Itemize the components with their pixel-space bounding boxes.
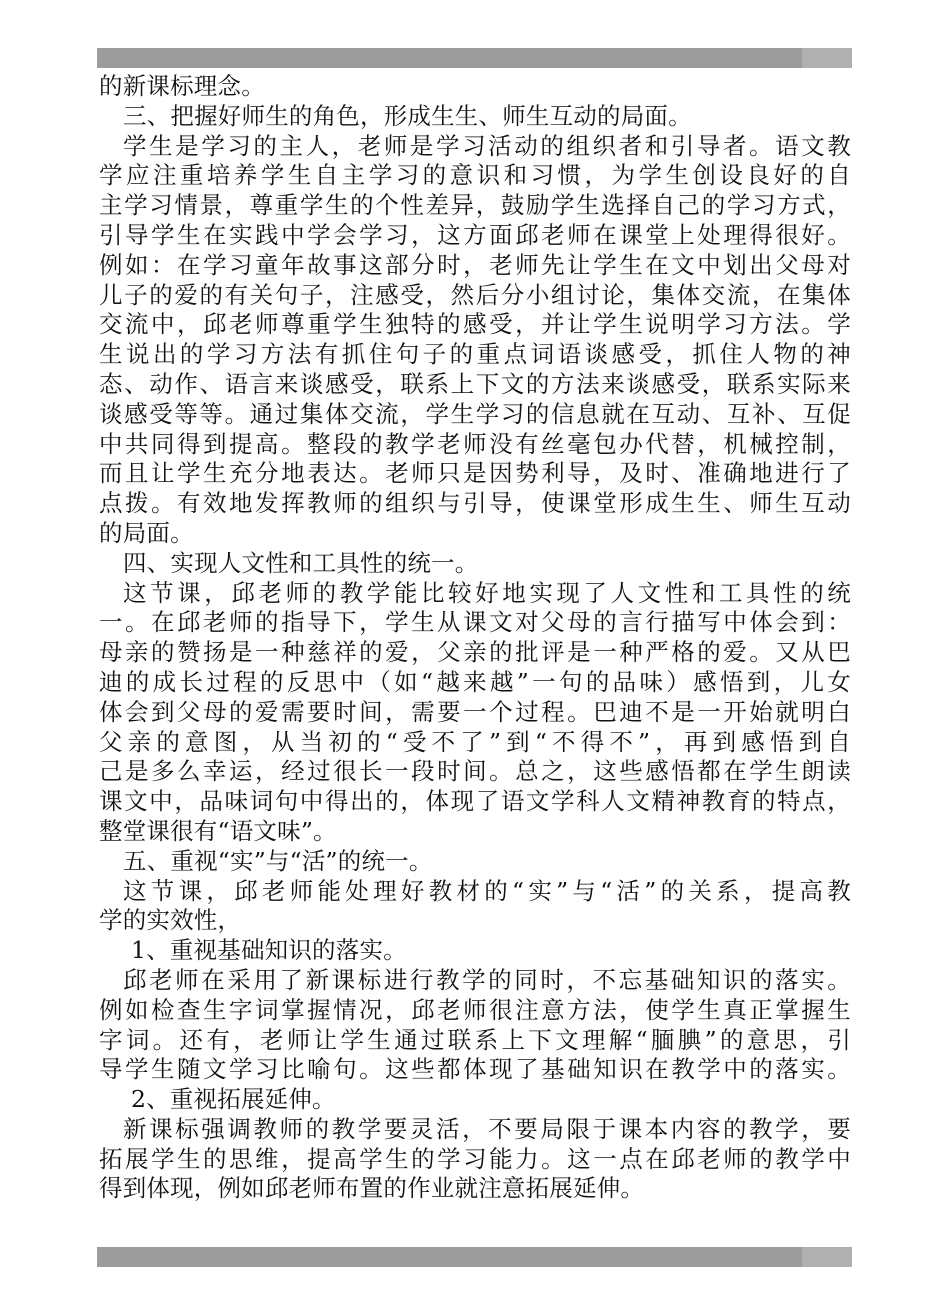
text-line: 迪的成长过程的反思中（如“越来越”一句的品味）感悟到，儿女: [99, 667, 851, 696]
text-line: 父亲的意图，从当初的“受不了”到“不得不”，再到感悟到自: [99, 727, 851, 756]
text-line: 点拨。有效地发挥教师的组织与引导，使课堂形成生生、师生互动: [99, 489, 851, 518]
text-line: 例如检查生字词掌握情况，邱老师很注意方法，使学生真正掌握生: [99, 995, 851, 1024]
text-line: 五、重视“实”与“活”的统一。: [123, 846, 433, 875]
text-line: 引导学生在实践中学会学习，这方面邱老师在课堂上处理得很好。: [99, 220, 851, 249]
text-line: 例如：在学习童年故事这部分时，老师先让学生在文中划出父母对: [99, 250, 851, 279]
header-bar: [97, 48, 852, 68]
text-line: 三、把握好师生的角色，形成生生、师生互动的局面。: [123, 101, 692, 130]
text-line: 生说出的学习方法有抓住句子的重点词语谈感受，抓住人物的神: [99, 340, 851, 369]
text-line: 字词。还有，老师让学生通过联系上下文理解“腼腆”的意思，引: [99, 1025, 851, 1054]
text-line: 儿子的爱的有关句子，注感受，然后分小组讨论，集体交流，在集体: [99, 280, 851, 309]
text-line: 四、实现人文性和工具性的统一。: [123, 548, 479, 577]
text-line: 的局面。: [99, 518, 194, 547]
text-line: 学的实效性，: [99, 906, 242, 935]
text-line: 导学生随文学习比喻句。这些都体现了基础知识在教学中的落实。: [99, 1055, 851, 1084]
text-line: 拓展学生的思维，提高学生的学习能力。这一点在邱老师的教学中: [99, 1144, 851, 1173]
text-line: 1、重视基础知识的落实。: [131, 936, 407, 965]
text-line: 这节课，邱老师的教学能比较好地实现了人文性和工具性的统: [123, 578, 851, 607]
text-line: 邱老师在采用了新课标进行教学的同时，不忘基础知识的落实。: [123, 965, 851, 994]
document-body: [99, 72, 851, 1204]
text-line: 中共同得到提高。整段的教学老师没有丝毫包办代替，机械控制，: [99, 429, 851, 458]
text-line: 得到体现，例如邱老师布置的作业就注意拓展延伸。: [99, 1174, 645, 1203]
text-line: 学应注重培养学生自主学习的意识和习惯，为学生创设良好的自: [99, 161, 851, 190]
text-line: 新课标强调教师的教学要灵活，不要局限于课本内容的教学，要: [123, 1114, 851, 1143]
text-line: 学生是学习的主人，老师是学习活动的组织者和引导者。语文教: [123, 131, 851, 160]
text-line: 母亲的赞扬是一种慈祥的爱，父亲的批评是一种严格的爱。又从巴: [99, 638, 851, 667]
text-line: 主学习情景，尊重学生的个性差异，鼓励学生选择自己的学习方式，: [99, 191, 851, 220]
text-line: 态、动作、语言来谈感受，联系上下文的方法来谈感受，联系实际来: [99, 369, 851, 398]
text-line: 而且让学生充分地表达。老师只是因势利导，及时、准确地进行了: [99, 459, 851, 488]
text-line: 一。在邱老师的指导下，学生从课文对父母的言行描写中体会到：: [99, 608, 851, 637]
text-line: 谈感受等等。通过集体交流，学生学习的信息就在互动、互补、互促: [99, 399, 851, 428]
text-line: 体会到父母的爱需要时间，需要一个过程。巴迪不是一开始就明白: [99, 697, 851, 726]
text-line: 这节课，邱老师能处理好教材的“实”与“活”的关系，提高教: [123, 876, 851, 905]
text-line: 己是多么幸运，经过很长一段时间。总之，这些感悟都在学生朗读: [99, 757, 851, 786]
text-line: 的新课标理念。: [99, 72, 265, 100]
footer-bar: [97, 1247, 852, 1267]
text-line: 课文中，品味词句中得出的，体现了语文学科人文精神教育的特点，: [99, 787, 851, 816]
text-line: 交流中，邱老师尊重学生独特的感受，并让学生说明学习方法。学: [99, 310, 851, 339]
text-line: 整堂课很有“语文味”。: [99, 816, 337, 845]
text-line: 2、重视拓展延伸。: [131, 1085, 336, 1114]
